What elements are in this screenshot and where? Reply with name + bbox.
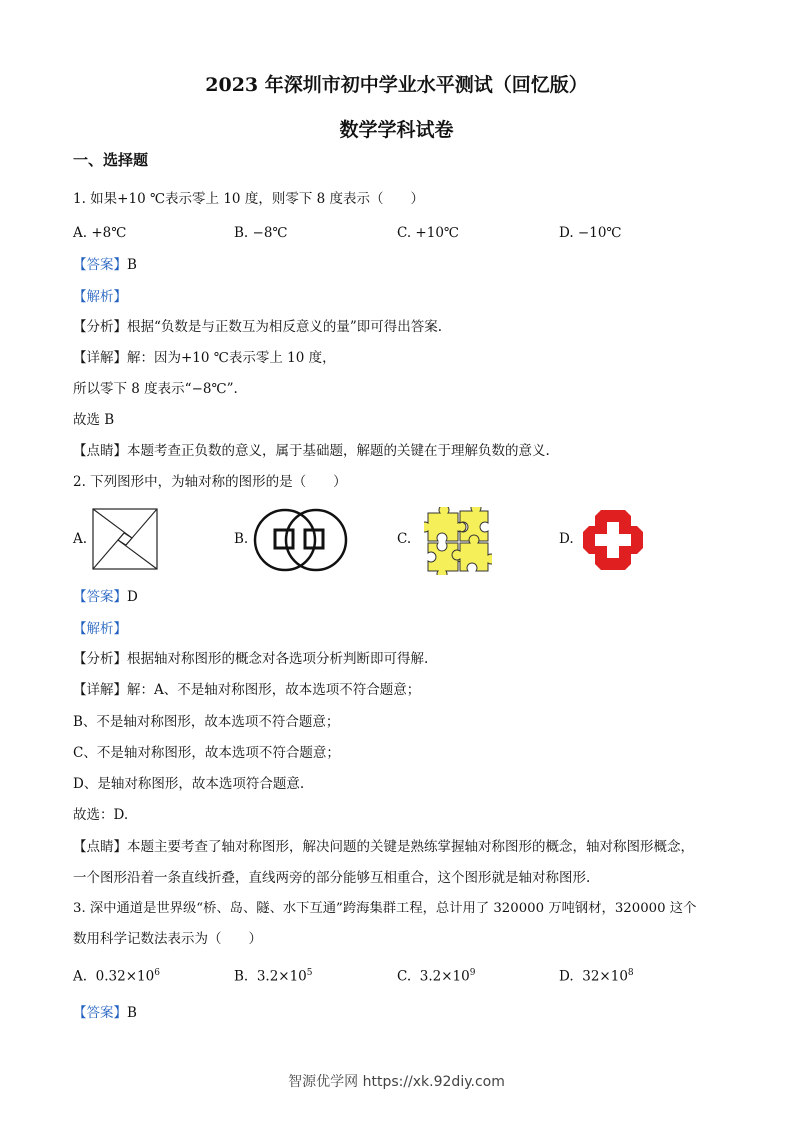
q3-option-c-label: C. [397,968,412,985]
page-subtitle: 数学学科试卷 [339,119,454,141]
q1-xiangjie [73,349,336,367]
q2-analysis-tag [73,620,127,638]
answer-tag: 【答案】 [73,1005,127,1021]
q1-line2: 所以零下 8 度表示“−8℃”. [73,381,238,397]
q3-option-a-label: A. [73,968,88,985]
q2-dianjing-2: 一个图形沿着一条直线折叠，直线两旁的部分能够互相重合，这个图形就是轴对称图形. [73,870,591,886]
q2-line-b: B、不是轴对称图形，故本选项不符合题意； [73,714,340,730]
xiangjie-text: 解：因为+10 ℃表示零上 10 度， [127,350,336,366]
page-title: 2023 年深圳市初中学业水平测试（回忆版） [205,74,588,96]
question-3-stem-2: 数用科学记数法表示为（ ） [73,931,262,947]
q2-option-a-label: A. [73,531,88,547]
footer-watermark[interactable]: 智源优学网 https://xk.92diy.com [288,1074,505,1090]
q2-answer [73,588,138,606]
q3-option-d [559,968,634,985]
q3-option-c [397,968,475,985]
q3-option-a-exp: 6 [154,968,160,978]
q2-line-d: D、是轴对称图形，故本选项符合题意. [73,776,305,792]
fenxi-text: 根据轴对称图形的概念对各选项分析判断即可得解. [127,651,429,667]
analysis-tag: 【解析】 [73,621,127,637]
question-3-stem: 3. 深中通道是世界级“桥、岛、隧、水下互通”跨海集群工程，总计用了 320000 万吨钢材，320000 这个 [73,901,697,916]
q1-dianjing [73,442,550,460]
answer-value: B [127,1005,137,1021]
pinwheel-square-icon [92,508,158,570]
answer-value: D [127,589,138,605]
q2-option-d-label: D. [559,531,574,547]
q3-answer [73,1004,137,1022]
dianjing-text: 本题主要考查了轴对称图形，解决问题的关键是熟练掌握轴对称图形的概念，轴对称图形概念， [127,839,694,855]
q3-option-c-base: 3.2×10 [419,968,470,985]
analysis-tag: 【解析】 [73,289,127,305]
dianjing-tag: 【点睛】 [73,839,127,855]
q3-option-d-label: D. [559,968,574,985]
q1-option-c: C. +10℃ [397,225,460,241]
q2-choice: 故选：D. [73,807,129,823]
q3-option-d-base: 32×10 [582,968,628,985]
q1-choice: 故选 B [73,412,115,428]
answer-value: B [127,257,137,273]
q2-option-b-label: B. [234,531,249,547]
q1-fenxi [73,318,442,336]
q1-option-a: A. +8℃ [73,225,127,241]
q3-option-d-exp: 8 [627,968,634,978]
q1-analysis-tag [73,288,127,306]
q2-option-c-label: C. [397,531,412,547]
question-1-stem: 1. 如果+10 ℃表示零上 10 度，则零下 8 度表示（ ） [73,191,424,207]
q3-option-a-base: 0.32×10 [95,968,155,985]
coin-rings-icon [253,505,349,575]
fenxi-text: 根据“负数是与正数互为相反意义的量”即可得出答案. [127,319,443,335]
answer-tag: 【答案】 [73,257,127,273]
q1-answer [73,256,137,274]
dianjing-tag: 【点睛】 [73,443,127,459]
xiangjie-tag: 【详解】 [73,350,127,366]
q1-option-d: D. −10℃ [559,225,622,241]
fenxi-tag: 【分析】 [73,651,127,667]
q2-dianjing [73,838,694,856]
question-2-stem: 2. 下列图形中，为轴对称的图形的是（ ） [73,474,347,490]
q1-option-b: B. −8℃ [234,225,288,241]
red-cross-icon [581,508,645,572]
dianjing-text: 本题考查正负数的意义，属于基础题，解题的关键在于理解负数的意义. [127,443,550,459]
xiangjie-tag: 【详解】 [73,682,127,698]
q3-option-c-exp: 9 [469,968,476,978]
answer-tag: 【答案】 [73,589,127,605]
puzzle-pieces-icon [424,507,492,575]
q3-option-b-exp: 5 [306,968,313,978]
q2-xiangjie [73,681,420,699]
section-heading: 一、选择题 [73,151,149,169]
q3-option-b [234,968,313,985]
fenxi-tag: 【分析】 [73,319,127,335]
q3-option-a [73,968,160,985]
q2-fenxi [73,650,428,668]
xiangjie-text: 解：A、不是轴对称图形，故本选项不符合题意； [127,682,421,698]
q3-option-b-base: 3.2×10 [256,968,307,985]
q2-line-c: C、不是轴对称图形，故本选项不符合题意； [73,745,340,761]
q3-option-b-label: B. [234,968,249,985]
